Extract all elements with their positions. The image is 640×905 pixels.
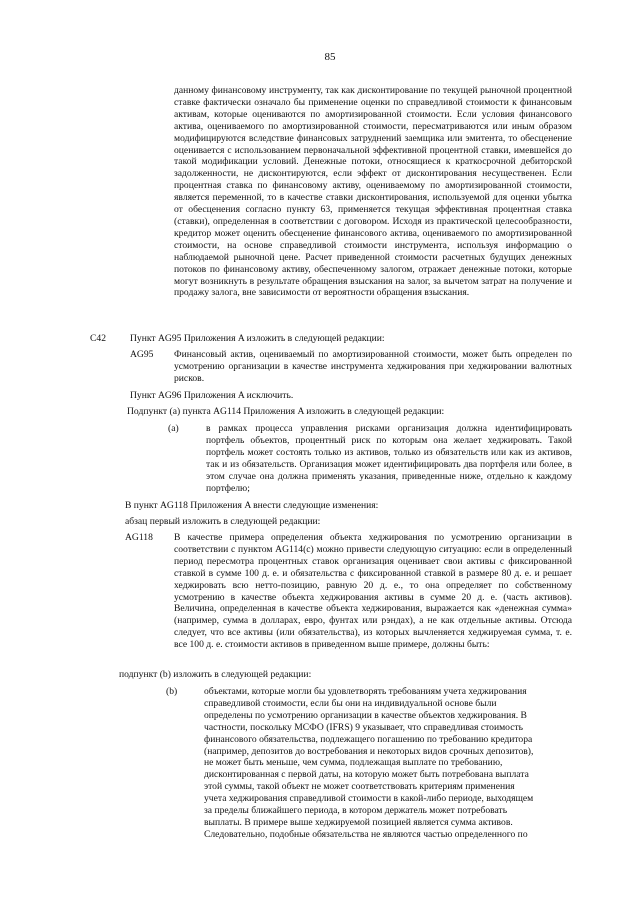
page-number: 85 <box>324 51 336 63</box>
b-line: за пределы ближайшего периода, в котором держатель может потребовать <box>204 805 508 817</box>
ag95-text: Финансовый актив, оцениваемый по амортизированной стоимости, может быть определен по усмотрению организации в качестве инструмента хеджирования при хеджировании валютных рисков. <box>174 349 572 384</box>
b-line: справедливой стоимости, если бы они на индивидуальной основе были <box>204 697 497 709</box>
section-label-c42: C42 <box>90 333 106 344</box>
ag114a-text: в рамках процесса управления рисками организация должна идентифицировать портфель объектов, процентный риск по которым она желает хеджировать. Такой портфель может состоять только из активов, только из обязательств или как из активов, так и из обязательств. Организация может идентифицировать два портфеля или более, в этом случае она должна применять указания, приведенные ниже, отдельно к каждому портфелю; <box>206 423 572 494</box>
b-line: не может быть меньше, чем сумма, подлежащая выплате по требованию, <box>204 757 503 769</box>
b-line: определены по усмотрению организации в качестве объектов хеджирования. В <box>204 709 527 721</box>
b-line: частности, поскольку МСФО (IFRS) 9 указывает, что справедливая стоимость <box>204 721 524 733</box>
b-line: этой суммы, такой объект не может соответствовать критериям применения <box>204 781 515 793</box>
b-line: учета хеджирования справедливой стоимости в какой-либо периоде, выходящем <box>204 793 534 805</box>
ag114-instruction: Подпункт (a) пункта AG114 Приложения A изложить в следующей редакции: <box>127 406 445 417</box>
ag118-instruction: В пункт AG118 Приложения A внести следующие изменения: <box>125 500 379 511</box>
subparagraph-label-a: (a) <box>168 423 179 434</box>
b-line: финансового обязательства, подлежащего погашению по требованию кредитора <box>204 733 533 745</box>
ag96-instruction: Пункт AG96 Приложения A исключить. <box>130 390 294 401</box>
b-line: объектами, которые могли бы удовлетворять требованиям учета хеджирования <box>204 686 527 697</box>
subparagraph-b-instruction: подпункт (b) изложить в следующей редакции: <box>119 669 312 680</box>
paragraph-label-ag118: AG118 <box>125 532 153 543</box>
c42-instruction: Пункт AG95 Приложения A изложить в следующей редакции: <box>130 333 385 344</box>
b-line: дисконтированная с первой даты, на которую может быть потребована выплата <box>204 769 529 781</box>
b-line: Следовательно, подобные обязательства не являются частью определенного по <box>204 828 528 840</box>
ag118-first-paragraph-instruction: абзац первый изложить в следующей редакции: <box>125 516 321 527</box>
b-line: (например, депозитов до востребования и некоторых видов срочных депозитов), <box>204 745 534 757</box>
subparagraph-b-text <box>204 686 572 841</box>
ag118-text: В качестве примера определения объекта хеджирования по усмотрению организации в соответствии с пунктом AG114(c) можно привести следующую ситуацию: если в определенный период пересмотра процентных ставок организация оценивает свои активы с фиксированной ставкой в сумме 100 д. е. и обязательства с фиксированной ставкой в размере 80 д. е. и решает хеджировать всю нетто-позицию, равную 20 д. е., то она определяет по собственному усмотрению в качестве объекта хеджирования активы в сумме 20 д. е. (часть активов). Величина, определенная в качестве объекта хеджирования, выражается как «денежная сумма» (например, сумма в долларах, евро, фунтах или рэндах), а не как отдельные активы. Отсюда следует, что все активы (или обязательства), из которых вычленяется хеджируемая сумма, т. е. все 100 д. е. стоимости активов в приведенном выше примере, должны быть: <box>174 532 572 651</box>
subparagraph-label-b: (b) <box>166 686 178 697</box>
b-line: выплаты. В примере выше хеджируемой позицией является сумма активов. <box>204 816 513 828</box>
paragraph-label-ag95: AG95 <box>130 349 154 360</box>
continuation-paragraph: данному финансовому инструменту, так как дисконтирование по текущей рыночной процентной ставке фактически означало бы применение оценки по справедливой стоимости к финансовым активам, которые оцениваются по амортизированной стоимости. Если условия финансового актива, оцениваемого по амортизированной стоимости, пересматриваются или иным образом модифицируются вследствие финансовых затруднений заемщика или эмитента, то обесценение оценивается с использованием первоначальной эффективной процентной ставки, имевшейся до такой модификации условий. Денежные потоки, относящиеся к краткосрочной дебиторской задолженности, не дисконтируются, если эффект от дисконтирования несущественен. Если процентная ставка по финансовому активу, оцениваемому по амортизированной стоимости, является переменной, то в качестве ставки дисконтирования, используемой для оценки убытка от обесценения согласно пункту 63, применяется текущая эффективная процентная ставка (ставки), определенная в соответствии с договором. Исходя из практической целесообразности, кредитор может оценить обесценение финансового актива, оцениваемого по амортизированной стоимости, на основе справедливой стоимости инструмента, используя информацию о наблюдаемой рыночной цене. Расчет приведенной стоимости расчетных будущих денежных потоков по финансовому активу, обеспеченному залогом, отражает денежные потоки, которые могут возникнуть в результате обращения взыскания на залог, за вычетом затрат на получение и продажу залога, вне зависимости от вероятности обращения взыскания. <box>174 85 572 299</box>
